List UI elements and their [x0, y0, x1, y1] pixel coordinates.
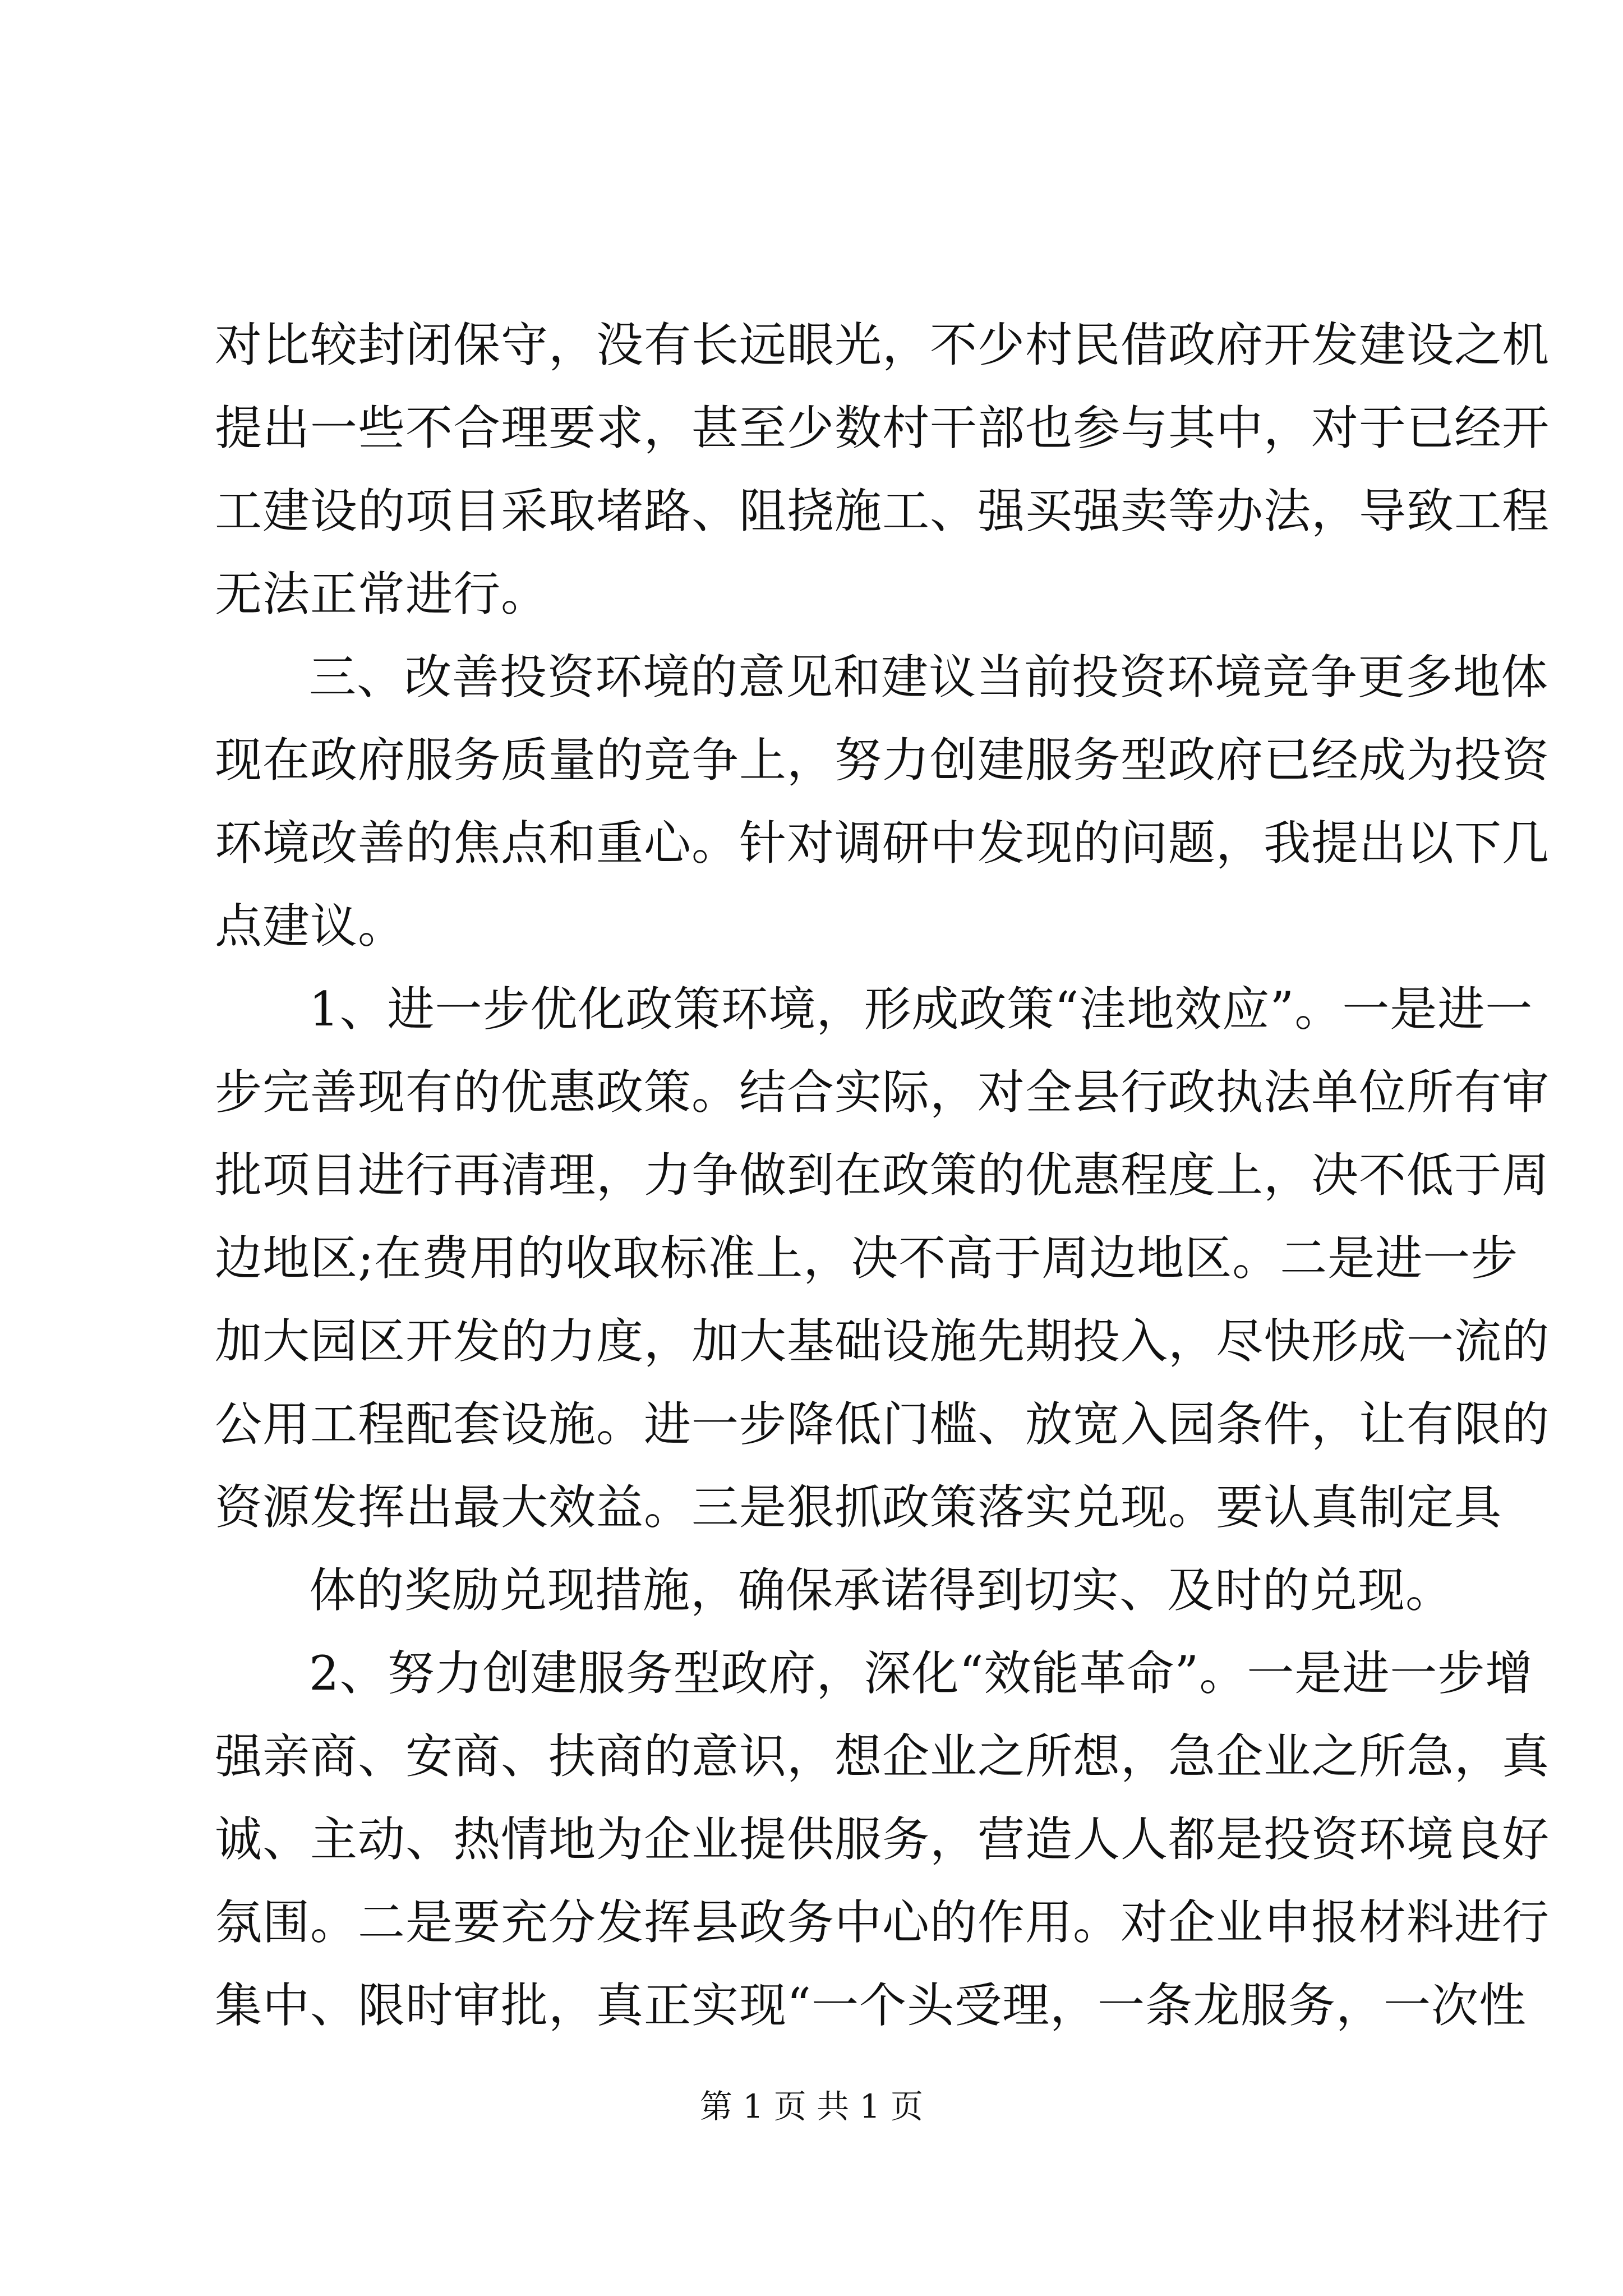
- text-line: 强亲商、安商、扶商的意识，想企业之所想，急企业之所急，真: [215, 1729, 1550, 1784]
- text-line: 提出一些不合理要求，甚至少数村干部也参与其中，对于已经开: [215, 401, 1550, 455]
- text-line: 现在政府服务质量的竞争上，努力创建服务型政府已经成为投资: [215, 733, 1550, 788]
- page-number-footer: 第 1 页 共 1 页: [700, 2087, 923, 2125]
- text-line: 2、努力创建服务型政府，深化“效能革命”。一是进一步增: [309, 1646, 1533, 1701]
- text-line: 三、改善投资环境的意见和建议当前投资环境竞争更多地体: [309, 650, 1549, 705]
- text-line: 体的奖励兑现措施，确保承诺得到切实、及时的兑现。: [309, 1563, 1454, 1618]
- text-line: 公用工程配套设施。进一步降低门槛、放宽入园条件，让有限的: [215, 1397, 1550, 1452]
- text-line: 1、进一步优化政策环境，形成政策“洼地效应”。一是进一: [309, 982, 1533, 1037]
- text-line: 资源发挥出最大效益。三是狠抓政策落实兑现。要认真制定具: [215, 1480, 1502, 1535]
- text-line: 集中、限时审批，真正实现“一个头受理，一条龙服务，一次性: [215, 1978, 1527, 2033]
- text-line: 工建设的项目采取堵路、阻挠施工、强买强卖等办法，导致工程: [215, 484, 1550, 539]
- text-line: 诚、主动、热情地为企业提供服务，营造人人都是投资环境良好: [215, 1812, 1550, 1867]
- text-line: 步完善现有的优惠政策。结合实际，对全县行政执法单位所有审: [215, 1065, 1550, 1120]
- text-line: 边地区;在费用的收取标准上，决不高于周边地区。二是进一步: [215, 1231, 1519, 1286]
- text-line: 批项目进行再清理，力争做到在政策的优惠程度上，决不低于周: [215, 1148, 1550, 1203]
- text-line: 氛围。二是要充分发挥县政务中心的作用。对企业申报材料进行: [215, 1895, 1550, 1950]
- text-line: 环境改善的焦点和重心。针对调研中发现的问题，我提出以下几: [215, 816, 1550, 871]
- text-line: 对比较封闭保守，没有长远眼光，不少村民借政府开发建设之机: [215, 318, 1550, 372]
- text-line: 点建议。: [215, 899, 406, 954]
- text-line: 无法正常进行。: [215, 567, 549, 622]
- text-line: 加大园区开发的力度，加大基础设施先期投入，尽快形成一流的: [215, 1314, 1550, 1369]
